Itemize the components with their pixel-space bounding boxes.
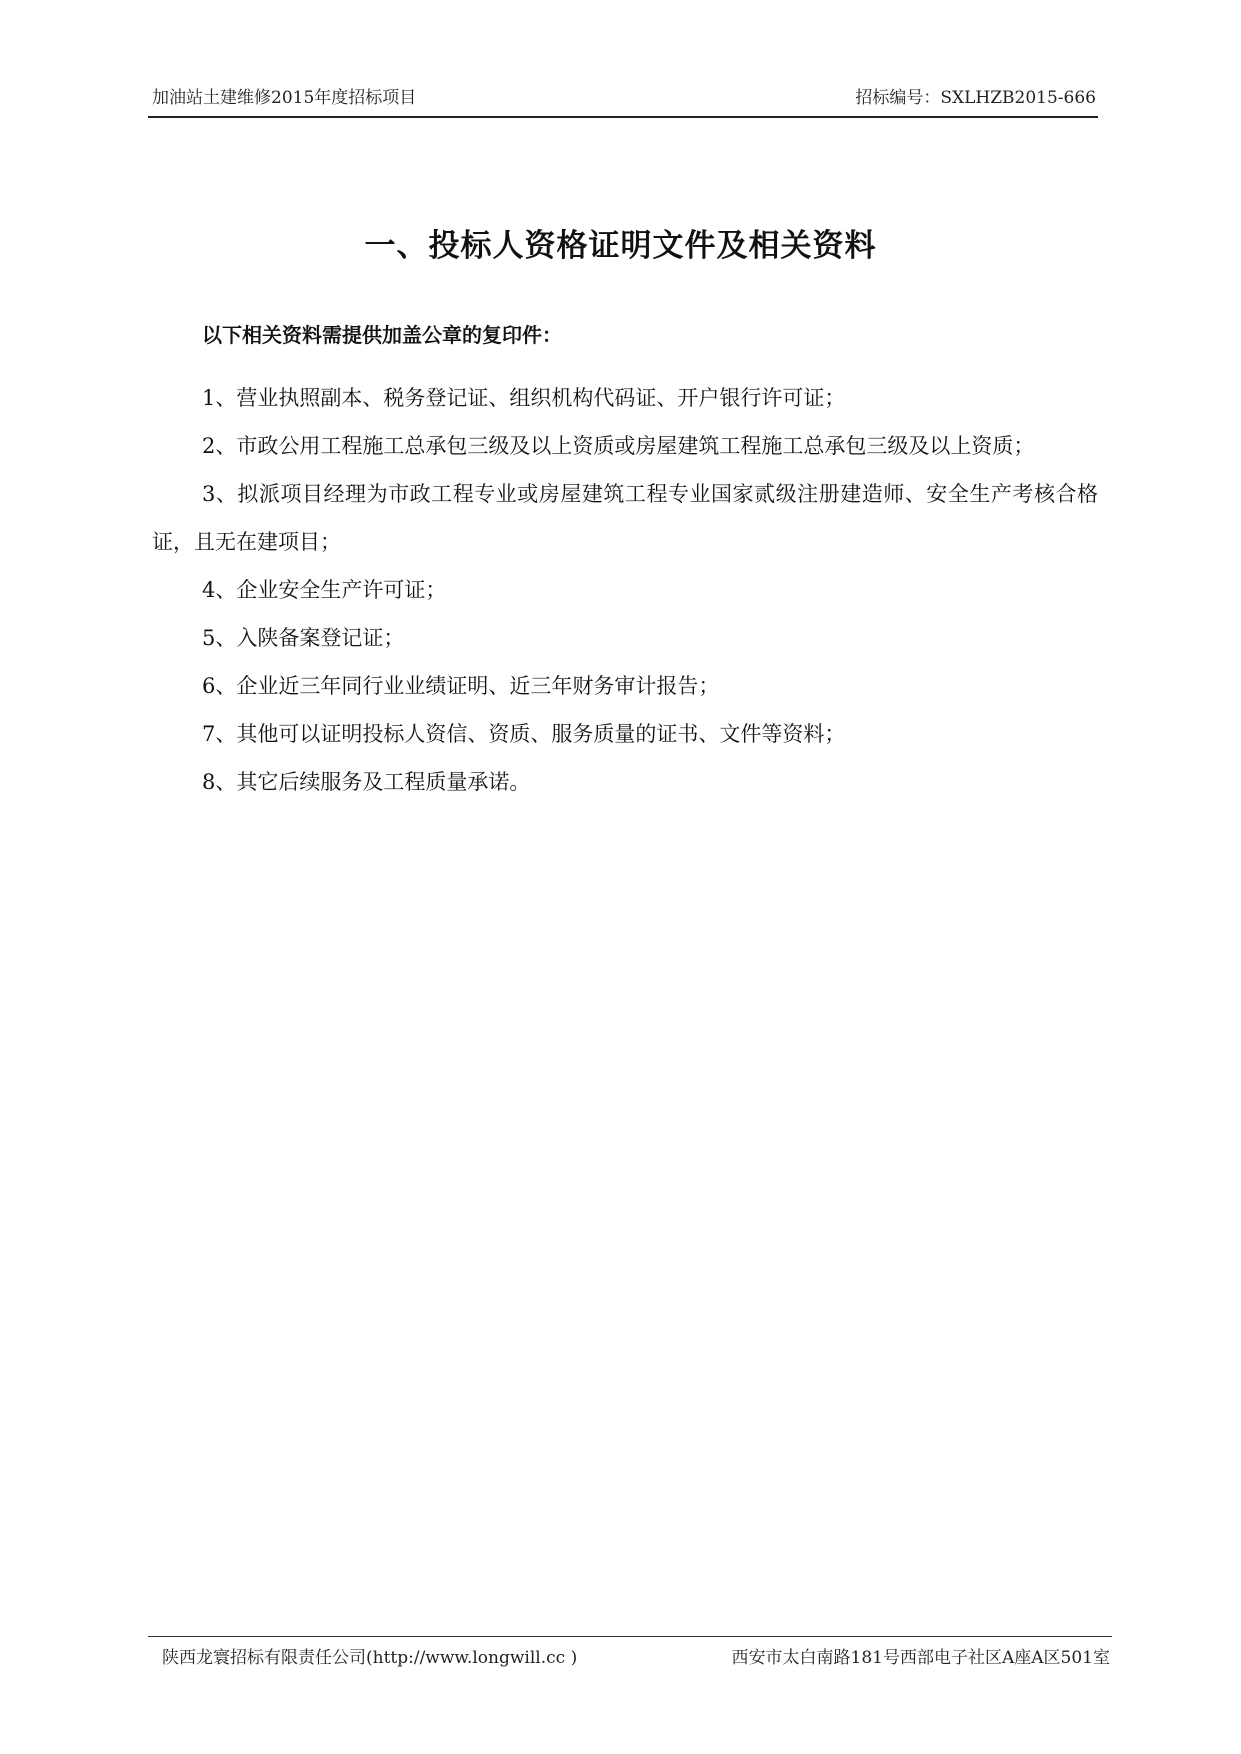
requirement-item-1: 1、营业执照副本、税务登记证、组织机构代码证、开户银行许可证； xyxy=(202,386,846,410)
requirement-item-4: 4、企业安全生产许可证； xyxy=(202,578,447,602)
requirements-list xyxy=(152,374,1098,806)
page-header xyxy=(148,86,1098,118)
page-footer xyxy=(148,1636,1112,1677)
requirement-item-5: 5、入陕备案登记证； xyxy=(202,626,405,650)
section-title: 一、投标人资格证明文件及相关资料 xyxy=(364,228,877,264)
header-project-title: 加油站土建维修2015年度招标项目 xyxy=(152,88,417,108)
requirement-item-3: 3、拟派项目经理为市政工程专业或房屋建筑工程专业国家贰级注册建造师、安全生产考核合格证，且无在建项目； xyxy=(152,482,1098,554)
header-bid-number: 招标编号：SXLHZB2015-666 xyxy=(855,88,1096,108)
requirement-item-7: 7、其他可以证明投标人资信、资质、服务质量的证书、文件等资料； xyxy=(202,722,846,746)
requirement-item-2: 2、市政公用工程施工总承包三级及以上资质或房屋建筑工程施工总承包三级及以上资质； xyxy=(202,434,1035,458)
footer-company: 陕西龙寰招标有限责任公司(http://www.longwill.cc ) xyxy=(162,1648,578,1668)
requirement-item-6: 6、企业近三年同行业业绩证明、近三年财务审计报告； xyxy=(202,674,720,698)
requirement-item-8: 8、其它后续服务及工程质量承诺。 xyxy=(202,770,531,794)
footer-address: 西安市太白南路181号西部电子社区A座A区501室 xyxy=(731,1648,1110,1668)
section-intro: 以下相关资料需提供加盖公章的复印件： xyxy=(202,323,562,347)
